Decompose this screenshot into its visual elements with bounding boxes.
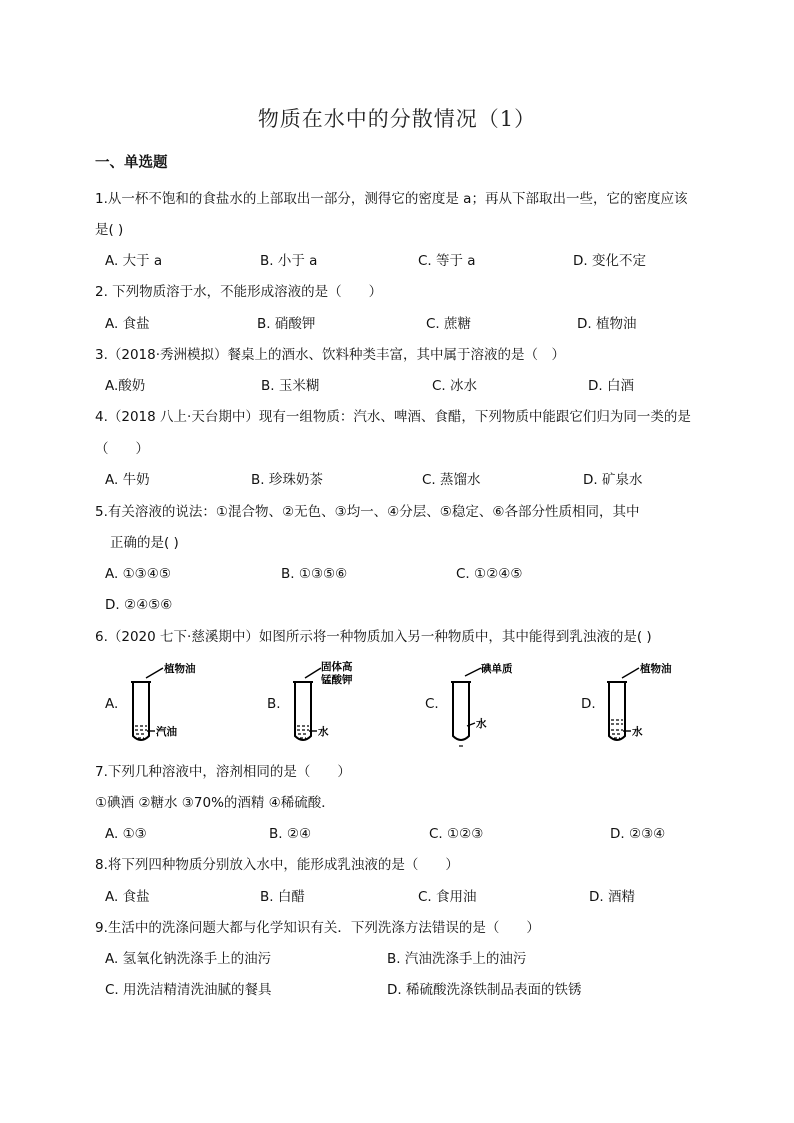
option-b[interactable]: B. ②④ [269,826,312,842]
question-5-options-row1 [105,565,725,583]
figure-top-label: 固体高 [321,661,353,673]
option-c[interactable]: C. 等于 a [418,253,476,269]
option-c[interactable]: C. 食用油 [418,889,477,905]
figure-letter: A. [105,696,119,712]
option-d[interactable]: D. 植物油 [577,316,637,332]
question-5-options-row2 [105,596,725,614]
option-b[interactable]: B. 白醋 [260,889,305,905]
option-c[interactable]: C. ①②③ [429,826,484,842]
figure-option-b[interactable] [267,660,387,750]
question-9-text: 9.生活中的洗涤问题大都与化学知识有关．下列洗涤方法错误的是（ ） [95,920,540,936]
question-9-options-row1 [105,950,725,968]
option-c[interactable]: C. 蒸馏水 [422,472,481,488]
question-7-text: 7.下列几种溶液中，溶剂相同的是（ ） [95,764,351,780]
question-1-text: 1.从一杯不饱和的食盐水的上部取出一部分，测得它的密度是 a；再从下部取出一些，它的密度应该 [95,191,688,207]
test-tube-icon [595,660,695,750]
test-tube-icon [281,660,381,750]
option-d[interactable]: D. ②④⑤⑥ [105,597,173,613]
figure-bottom-label: 水 [632,726,643,738]
test-tube-icon [119,660,219,750]
question-2-options [105,315,725,333]
option-d[interactable]: D. 稀硫酸洗涤铁制品表面的铁锈 [387,982,582,998]
test-tube-icon [439,660,539,750]
figure-top-label: 植物油 [164,663,196,675]
question-4-options [105,471,725,489]
figure-letter: C. [425,696,439,712]
option-c[interactable]: C. ①②④⑤ [456,566,523,582]
option-d[interactable]: D. 酒精 [589,889,635,905]
figure-option-a[interactable] [105,660,225,750]
figure-option-d[interactable] [581,660,701,750]
option-c[interactable]: C. 蔗糖 [426,316,472,332]
question-7-options [105,825,725,843]
option-d[interactable]: D. 白酒 [588,378,634,394]
option-a[interactable]: A. 食盐 [105,316,150,332]
question-4-text-cont: （ ） [95,441,149,457]
figure-option-c[interactable] [425,660,545,750]
question-4-text: 4.（2018 八上·天台期中）现有一组物质：汽水、啤酒、食醋，下列物质中能跟它们归为同一类的是 [95,409,691,425]
option-c[interactable]: C. 冰水 [432,378,478,394]
question-1-options [105,252,725,270]
option-b[interactable]: B. 小于 a [260,253,318,269]
option-a[interactable]: A. 食盐 [105,889,150,905]
option-b[interactable]: B. 汽油洗涤手上的油污 [387,951,527,967]
question-3-text: 3.（2018·秀洲模拟）餐桌上的酒水、饮料种类丰富，其中属于溶液的是（ ） [95,347,566,363]
figure-top-label: 植物油 [640,663,672,675]
question-1-text-cont: 是( ) [95,222,124,238]
section-heading: 一、单选题 [95,155,168,171]
page-title: 物质在水中的分散情况（1） [257,107,537,131]
option-d[interactable]: D. 变化不定 [573,253,646,269]
figure-letter: B. [267,696,281,712]
question-6-figures [105,660,672,750]
option-a[interactable]: A. 牛奶 [105,472,150,488]
figure-bottom-label: 水 [476,718,487,730]
question-3-options [105,377,725,395]
option-b[interactable]: B. 玉米糊 [261,378,320,394]
option-c[interactable]: C. 用洗洁精清洗油腻的餐具 [105,982,272,998]
figure-letter: D. [581,696,596,712]
question-5-text: 5.有关溶液的说法：①混合物、②无色、③均一、④分层、⑤稳定、⑥各部分性质相同，其中 [95,504,640,520]
option-b[interactable]: B. 硝酸钾 [257,316,316,332]
question-8-text: 8.将下列四种物质分别放入水中，能形成乳浊液的是（ ） [95,857,459,873]
figure-bottom-label: 汽油 [156,726,177,738]
question-7-subtext: ①碘酒 ②糖水 ③70%的酒精 ④稀硫酸． [95,795,335,811]
option-d[interactable]: D. 矿泉水 [583,472,643,488]
option-b[interactable]: B. 珍珠奶茶 [251,472,323,488]
option-a[interactable]: A. 大于 a [105,253,163,269]
figure-top-label: 碘单质 [481,663,513,675]
question-2-text: 2. 下列物质溶于水，不能形成溶液的是（ ） [95,284,383,300]
question-5-text-cont: 正确的是( ) [110,535,179,551]
option-d[interactable]: D. ②③④ [610,826,666,842]
option-a[interactable]: A. 氢氧化钠洗涤手上的油污 [105,951,272,967]
option-a[interactable]: A. ①③ [105,826,147,842]
question-9-options-row2 [105,981,725,999]
option-a[interactable]: A. ①③④⑤ [105,566,171,582]
figure-top-label-line2: 锰酸钾 [321,674,353,686]
question-8-options [105,888,725,906]
option-a[interactable]: A.酸奶 [105,378,146,394]
option-b[interactable]: B. ①③⑤⑥ [281,566,348,582]
question-6-text: 6.（2020 七下·慈溪期中）如图所示将一种物质加入另一种物质中，其中能得到乳浊液的是( ) [95,629,652,645]
figure-bottom-label: 水 [318,726,329,738]
